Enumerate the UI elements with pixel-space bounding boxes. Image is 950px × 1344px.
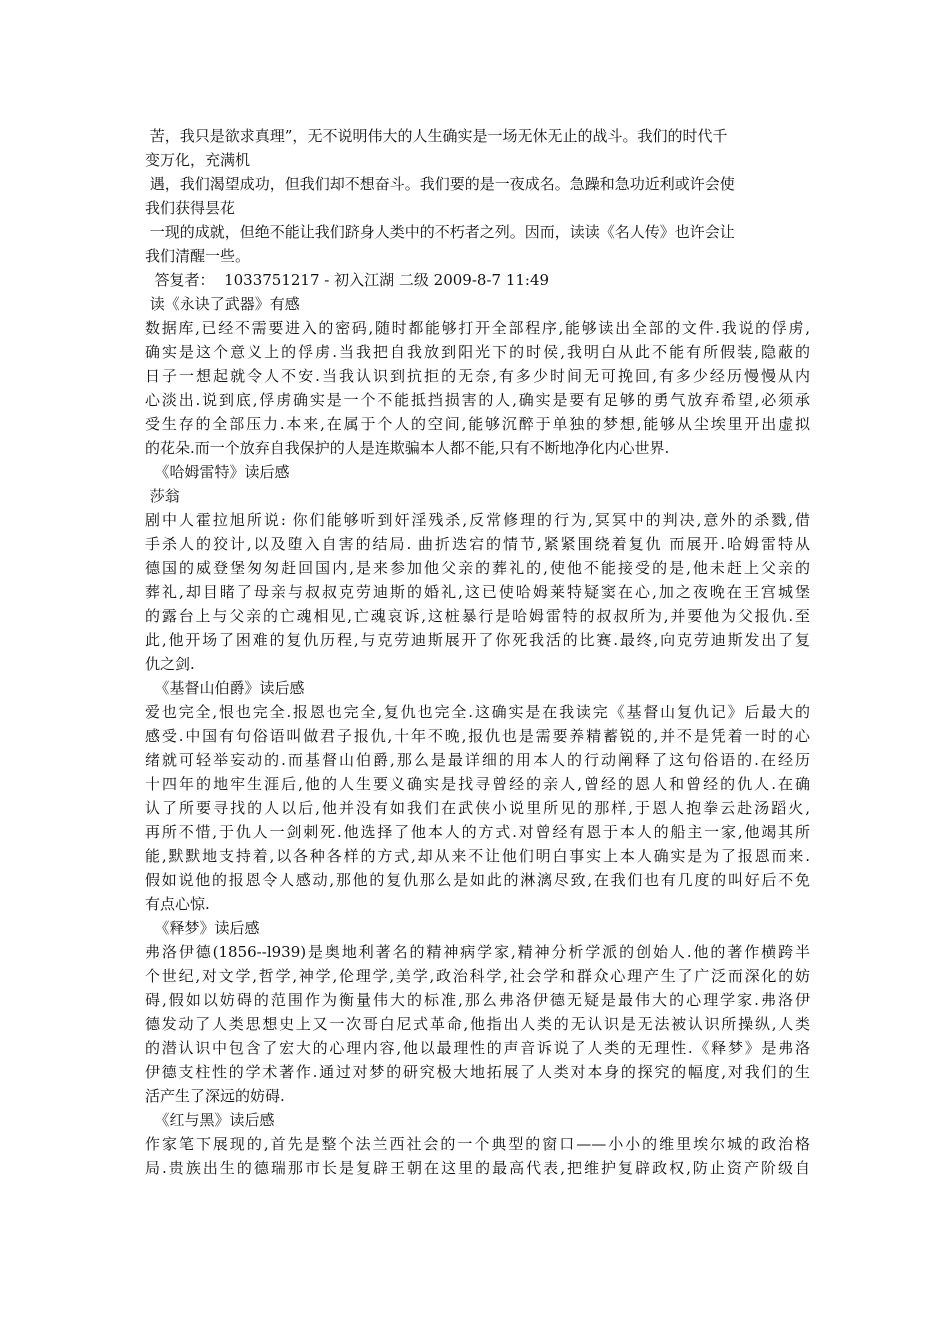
text-line: 剧中人霍拉旭所说: 你们能够听到奸淫残杀,反常修理的行为,冥冥中的判决,意外的杀戮,借 — [145, 511, 810, 529]
text-line: 碍,假如以妨碍的范围作为衡量伟大的标准,那么弗洛伊德无疑是最伟大的心理学家.弗洛伊 — [145, 991, 810, 1009]
section-heading: 《基督山伯爵》读后感 — [145, 679, 305, 697]
text-line: 手杀人的狡计,以及堕入自害的结局. 曲折迭宕的情节,紧紧围绕着复仇 而展开.哈姆雷特从 — [145, 535, 810, 553]
document-page — [145, 124, 810, 1180]
section-heading: 《哈姆雷特》读后感 — [145, 463, 290, 481]
text-line: 葬礼,却目睹了母亲与叔叔克劳迪斯的婚礼,这已使哈姆莱特疑窦在心,加之夜晚在王宫城堡 — [145, 583, 810, 601]
text-line: 再所不惜,于仇人一剑刺死.他选择了他本人的方式.对曾经有恩于本人的船主一家,他竭其所 — [145, 823, 810, 841]
text-line: 确实是这个意义上的俘虏.当我把自我放到阳光下的时侯,我明白从此不能有所假装,隐蔽的 — [145, 343, 810, 361]
section-heading: 《释梦》读后感 — [145, 919, 260, 937]
text-line: 的花朵.而一个放弃自我保护的人是连欺骗本人都不能,只有不断地净化内心世界. — [145, 439, 670, 457]
text-line: 爱也完全,恨也完全.报恩也完全,复仇也完全.这确实是在我读完《基督山复仇记》后最大的 — [145, 703, 810, 721]
text-line: 活产生了深远的妨碍. — [145, 1087, 285, 1105]
text-line: 数据库,已经不需要进入的密码,随时都能够打开全部程序,能够读出全部的文件.我说的俘虏, — [145, 319, 810, 337]
text-line: 十四年的地牢生涯后,他的人生要义确实是找寻曾经的亲人,曾经的恩人和曾经的仇人.在确 — [145, 775, 810, 793]
text-line: 感受.中国有句俗语叫做君子报仇,十年不晚,报仇也是需要养精蓄锐的,并不是凭着一时的心 — [145, 727, 810, 745]
text-line: 遇，我们渴望成功，但我们却不想奋斗。我们要的是一夜成名。急躁和急功近利或许会使 — [145, 175, 735, 193]
text-line: 我们清醒一些。 — [145, 247, 251, 265]
text-line: 绪就可轻举妄动的.而基督山伯爵,那么是最详细的用本人的行动阐释了这句俗语的.在经历 — [145, 751, 810, 769]
text-line: 局.贵族出生的德瑞那市长是复辟王朝在这里的最高代表,把维护复辟政权,防止资产阶级自 — [145, 1159, 810, 1177]
section-heading: 读《永诀了武器》有感 — [145, 295, 300, 313]
section-heading: 《红与黑》读后感 — [145, 1111, 275, 1129]
text-line: 日子一想起就令人不安.当我认识到抗拒的无奈,有多少时间无可挽回,有多少经历慢慢从内 — [145, 367, 810, 385]
text-line: 认了所要寻找的人以后,他并没有如我们在武侠小说里所见的那样,于恩人抱拳云赴汤蹈火, — [145, 799, 810, 817]
text-line: 我们获得昙花 — [145, 199, 236, 217]
section-heading: 莎翁 — [145, 487, 180, 505]
text-line: 作家笔下展现的,首先是整个法兰西社会的一个典型的窗口——小小的维里埃尔城的政治格 — [145, 1135, 810, 1153]
text-line: 苦，我只是欲求真理”，无不说明伟大的人生确实是一场无休无止的战斗。我们的时代千 — [145, 127, 728, 145]
text-line: 伊德支柱性的学术著作.通过对梦的研究极大地拓展了人类对本身的探究的幅度,对我们的生 — [145, 1063, 810, 1081]
text-line: 仇之剑. — [145, 655, 195, 673]
text-line: 变万化，充满机 — [145, 151, 251, 169]
text-line: 受生存的全部压力.本来,在属于个人的空间,能够沉醉于单独的梦想,能够从尘埃里开出虚拟 — [145, 415, 810, 433]
text-line: 的露台上与父亲的亡魂相见,亡魂哀诉,这桩暴行是哈姆雷特的叔叔所为,并要他为父报仇.至 — [145, 607, 810, 625]
text-line: 有点心惊. — [145, 895, 210, 913]
text-line: 此,他开场了困难的复仇历程,与克劳迪斯展开了你死我活的比赛.最终,向克劳迪斯发出了复 — [145, 631, 810, 649]
text-line: 能,默默地支持着,以各种各样的方式,却从来不让他们明白事实上本人确实是为了报恩而来. — [145, 847, 810, 865]
text-line: 德国的威登堡匆匆赶回国内,是来参加他父亲的葬礼的,使他不能接受的是,他未赶上父亲的 — [145, 559, 810, 577]
text-line: 弗洛伊德(1856--l939)是奥地利著名的精神病学家,精神分析学派的创始人.他的著作横跨半 — [145, 943, 810, 961]
text-line: 心淡出.说到底,俘虏确实是一个不能抵挡损害的人,确实是要有足够的勇气放弃希望,必须承 — [145, 391, 810, 409]
text-line: 假如说他的报恩令人感动,那他的复仇那么是如此的淋漓尽致,在我们也有几度的叫好后不免 — [145, 871, 810, 889]
text-line: 德发动了人类思想史上又一次哥白尼式革命,他指出人类的无认识是无法被认识所操纵,人类 — [145, 1015, 810, 1033]
text-line: 一现的成就，但绝不能让我们跻身人类中的不朽者之列。因而，读读《名人传》也许会让 — [145, 223, 735, 241]
answer-meta: 答复者： 1033751217 - 初入江湖 二级 2009-8-7 11:49 — [145, 271, 550, 289]
text-line: 个世纪,对文学,哲学,神学,伦理学,美学,政治科学,社会学和群众心理产生了广泛而深化的妨 — [145, 967, 810, 985]
text-line: 的潜认识中包含了宏大的心理内容,他以最理性的声音诉说了人类的无理性.《释梦》是弗洛 — [145, 1039, 810, 1057]
